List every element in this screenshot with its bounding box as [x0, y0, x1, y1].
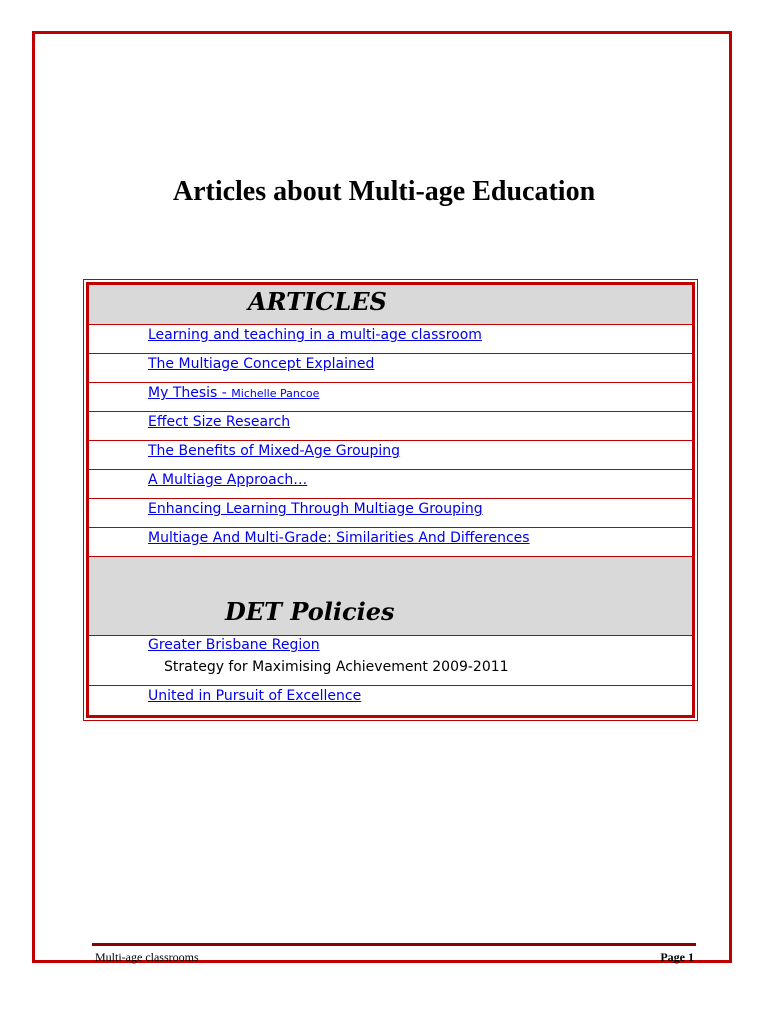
table-row: [89, 470, 692, 499]
article-link-multiage-concept[interactable]: The Multiage Concept Explained: [148, 356, 375, 372]
table-row: [89, 528, 692, 557]
table-row: [89, 412, 692, 441]
footer-divider: [92, 943, 696, 946]
article-link-learning-teaching[interactable]: Learning and teaching in a multi-age classroom: [148, 327, 482, 343]
article-link-effect-size[interactable]: Effect Size Research: [148, 414, 291, 430]
policies-header-row: [89, 557, 692, 636]
thesis-link-label: My Thesis -: [148, 385, 232, 401]
policies-heading: DET Policies: [225, 597, 395, 626]
table-row: [89, 354, 692, 383]
article-link-multiage-multigrade[interactable]: Multiage And Multi-Grade: Similarities And Differences: [148, 530, 530, 546]
article-link-multiage-approach[interactable]: A Multiage Approach…: [148, 472, 308, 488]
table-row: [89, 636, 692, 686]
policy-subtitle: Strategy for Maximising Achievement 2009-2011: [164, 659, 509, 675]
table-row: [89, 441, 692, 470]
articles-heading: ARTICLES: [248, 287, 387, 316]
policy-link-united-excellence[interactable]: United in Pursuit of Excellence: [148, 688, 362, 704]
footer-page-number: Page 1: [660, 950, 694, 964]
article-link-enhancing-learning[interactable]: Enhancing Learning Through Multiage Grouping: [148, 501, 483, 517]
table-row: [89, 325, 692, 354]
article-link-benefits-mixed-age[interactable]: The Benefits of Mixed-Age Grouping: [148, 443, 401, 459]
table-row: [89, 383, 692, 412]
policy-link-greater-brisbane[interactable]: Greater Brisbane Region: [148, 637, 320, 653]
page-title: Articles about Multi-age Education: [172, 176, 596, 207]
footer-doc-title: Multi-age classrooms: [95, 950, 199, 964]
articles-header-row: [89, 285, 692, 325]
table-row: [89, 686, 692, 715]
table-row: [89, 499, 692, 528]
thesis-author: Michelle Pancoe: [231, 387, 320, 400]
article-link-my-thesis[interactable]: [148, 385, 319, 401]
